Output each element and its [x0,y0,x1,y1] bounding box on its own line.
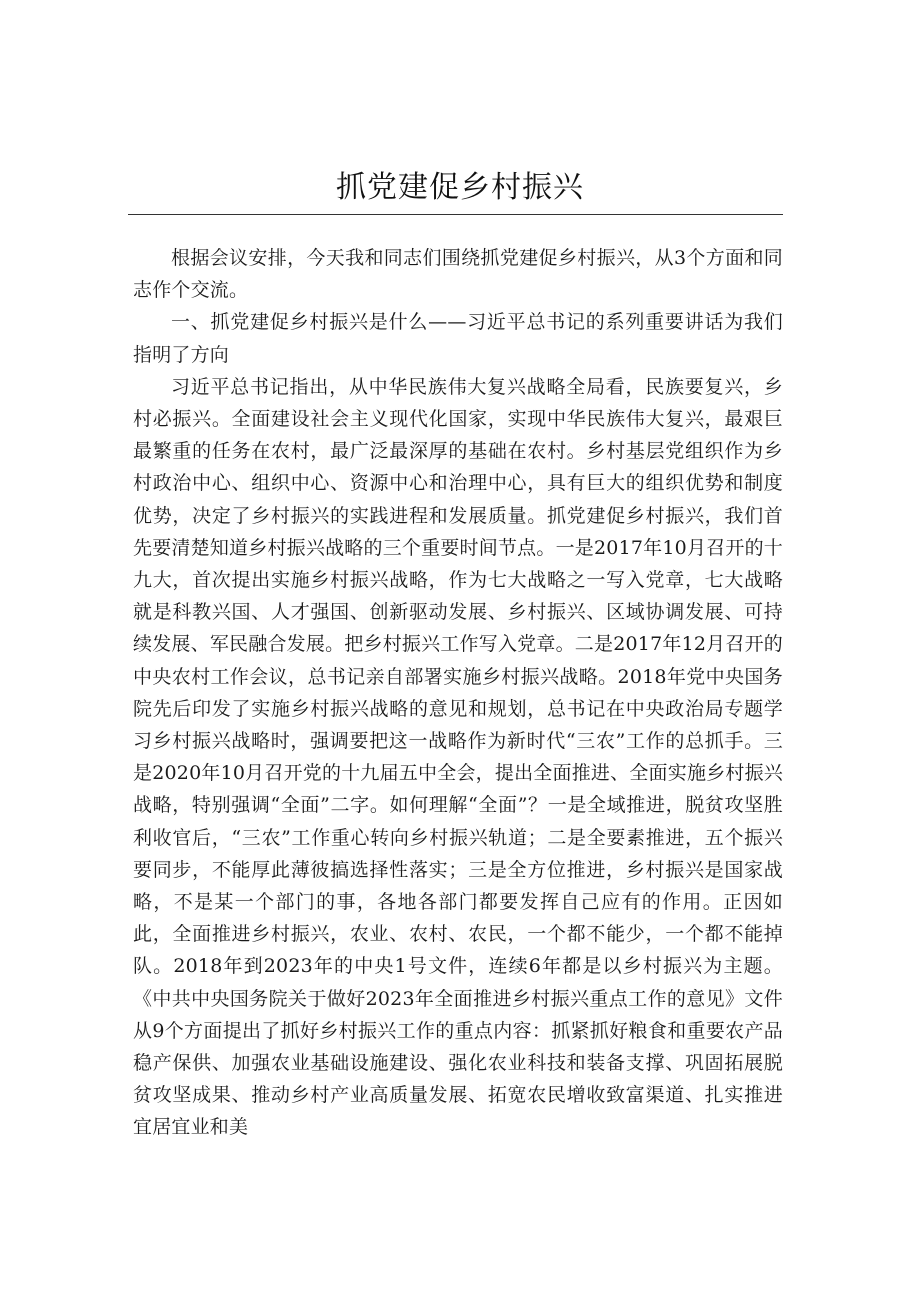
paragraph-main: 习近平总书记指出，从中华民族伟大复兴战略全局看，民族要复兴，乡村必振兴。全面建设社会主义现代化国家，实现中华民族伟大复兴，最艰巨最繁重的任务在农村，最广泛最深厚的基础在农村。乡村基层党组织作为乡村政治中心、组织中心、资源中心和治理中心，具有巨大的组织优势和制度优势，决定了乡村振兴的实践进程和发展质量。抓党建促乡村振兴，我们首先要清楚知道乡村振兴战略的三个重要时间节点。一是2017年10月召开的十九大，首次提出实施乡村振兴战略，作为七大战略之一写入党章，七大战略就是科教兴国、人才强国、创新驱动发展、乡村振兴、区域协调发展、可持续发展、军民融合发展。把乡村振兴工作写入党章。二是2017年12月召开的中央农村工作会议，总书记亲自部署实施乡村振兴战略。2018年党中央国务院先后印发了实施乡村振兴战略的意见和规划，总书记在中央政治局专题学习乡村振兴战略时，强调要把这一战略作为新时代“三农”工作的总抓手。三是2020年10月召开党的十九届五中全会，提出全面推进、全面实施乡村振兴战略，特别强调“全面”二字。如何理解“全面”？一是全域推进，脱贫攻坚胜利收官后，“三农”工作重心转向乡村振兴轨道；二是全要素推进，五个振兴要同步，不能厚此薄彼搞选择性落实；三是全方位推进，乡村振兴是国家战略，不是某一个部门的事，各地各部门都要发挥自己应有的作用。正因如此，全面推进乡村振兴，农业、农村、农民，一个都不能少，一个都不能掉队。2018年到2023年的中央1号文件，连续6年都是以乡村振兴为主题。《中共中央国务院关于做好2023年全面推进乡村振兴重点工作的意见》文件从9个方面提出了抓好乡村振兴工作的重点内容：抓紧抓好粮食和重要农产品稳产保供、加强农业基础设施建设、强化农业科技和装备支撑、巩固拓展脱贫攻坚成果、推动乡村产业高质量发展、拓宽农民增收致富渠道、扎实推进宜居宜业和美 [133,375,783,1139]
document-title: 抓党建促乡村振兴 [336,170,584,205]
paragraph-intro: 根据会议安排，今天我和同志们围绕抓党建促乡村振兴，从3个方面和同志作个交流。 [133,247,783,302]
title-underline [128,214,783,215]
document-body [133,242,783,1144]
paragraph-section-heading: 一、抓党建促乡村振兴是什么——习近平总书记的系列重要讲话为我们指明了方向 [133,311,783,366]
